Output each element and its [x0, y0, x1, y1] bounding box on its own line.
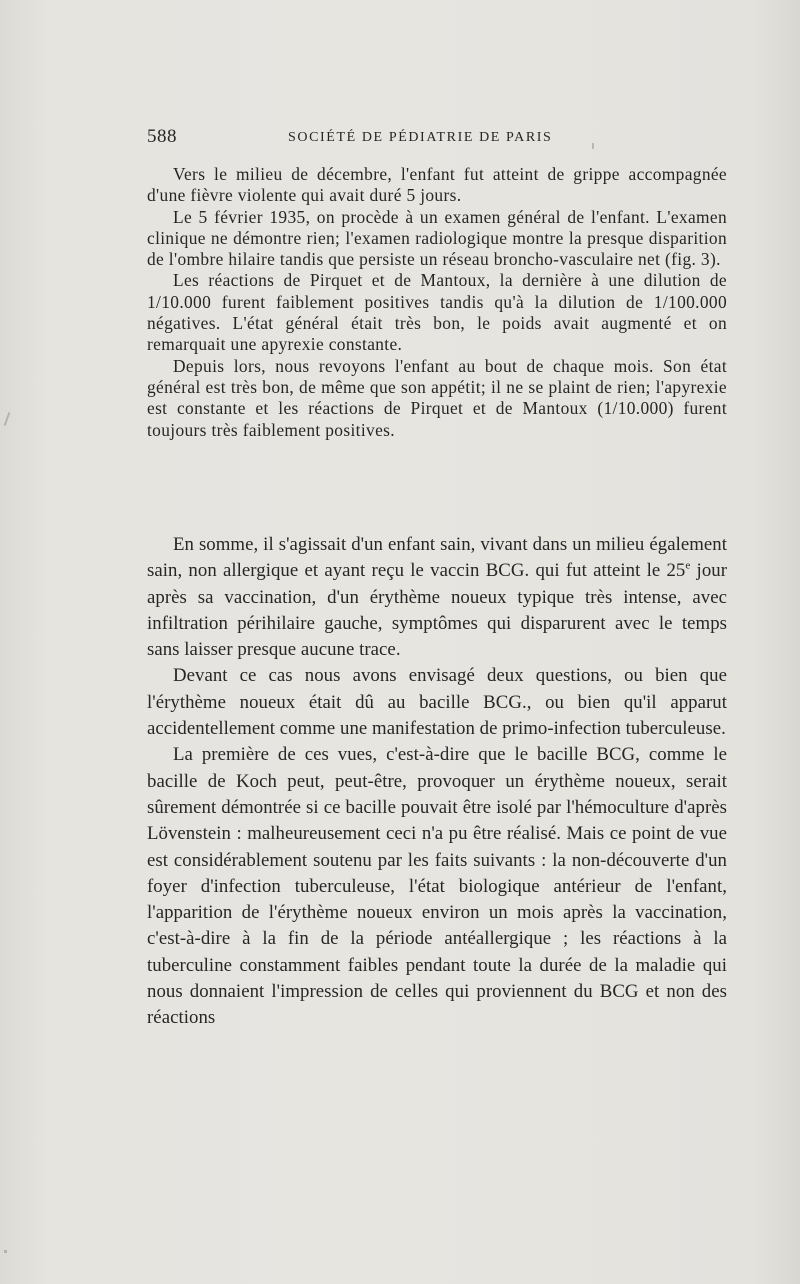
margin-mark-bottom [4, 1250, 7, 1253]
page-number: 588 [147, 126, 177, 147]
discussion-section [147, 532, 727, 1032]
case-paragraph-3: Les réactions de Pirquet et de Mantoux, la dernière à une dilution de 1/10.000 furent faiblement positives tandis qu'à la dilution de 1/100.000 négatives. L'état général était très bon, le poids avait augmenté et on remarquait une apyrexie constante. [147, 270, 727, 355]
margin-mark-right [592, 143, 594, 149]
case-paragraph-2: Le 5 février 1935, on procède à un examen général de l'enfant. L'examen clinique ne démontre rien; l'examen radiologique montre la presque disparition de l'ombre hilaire tandis que persiste un réseau broncho-vasculaire net (fig. 3). [147, 206, 727, 270]
discussion-p1-after: jour après sa vaccination, d'un érythème noueux typique très intense, avec infiltration périhilaire gauche, symptômes qui disparurent avec le temps sans laisser presque aucune trace. [147, 560, 728, 661]
discussion-paragraph-2: Devant ce cas nous avons envisagé deux questions, ou bien que l'érythème noueux était dû au bacille BCG., ou bien qu'il apparut accidentellement comme une manifestation de primo-infection tuberculeuse. [147, 665, 727, 740]
discussion-p1-before: En somme, il s'agissait d'un enfant sain, vivant dans un milieu également sain, non allergique et ayant reçu le vaccin BCG. qui fut atteint le 25 [147, 534, 727, 582]
running-title: SOCIÉTÉ DE PÉDIATRIE DE PARIS [288, 130, 553, 145]
discussion-paragraph-3: La première de ces vues, c'est-à-dire que le bacille BCG, comme le bacille de Koch peut, peut-être, provoquer un érythème noueux, serait sûrement démontrée si ce bacille pouvait être isolé par l'hémoculture d'après Lövenstein : malheureusement ceci n'a pu être réalisé. Mais ce point de vue est considérablement soutenu par les faits suivants : la non-découverte d'un foyer d'infection tuberculeuse, l'état biologique antérieur de l'enfant, l'apparition de l'érythème noueux environ un mois après la vaccination, c'est-à-dire à la fin de la période antéallergique ; les réactions à la tuberculine constamment faibles pendant toute la durée de la maladie qui nous donnaient l'impression de celles qui proviennent du BCG et non des réactions [147, 744, 727, 1029]
margin-mark-left [4, 412, 11, 426]
page-header [147, 126, 727, 156]
case-paragraph-4: Depuis lors, nous revoyons l'enfant au bout de chaque mois. Son état général est très bon, de même que son appétit; il ne se plaint de rien; l'apyrexie est constante et les réactions de Pirquet et de Mantoux (1/10.000) furent toujours très faiblement positives. [147, 355, 727, 440]
case-paragraph-1: Vers le milieu de décembre, l'enfant fut atteint de grippe accompagnée d'une fièvre violente qui avait duré 5 jours. [147, 164, 727, 206]
case-report-section [147, 164, 727, 441]
ordinal-superscript: e [685, 560, 691, 573]
discussion-paragraph-1 [147, 532, 727, 663]
